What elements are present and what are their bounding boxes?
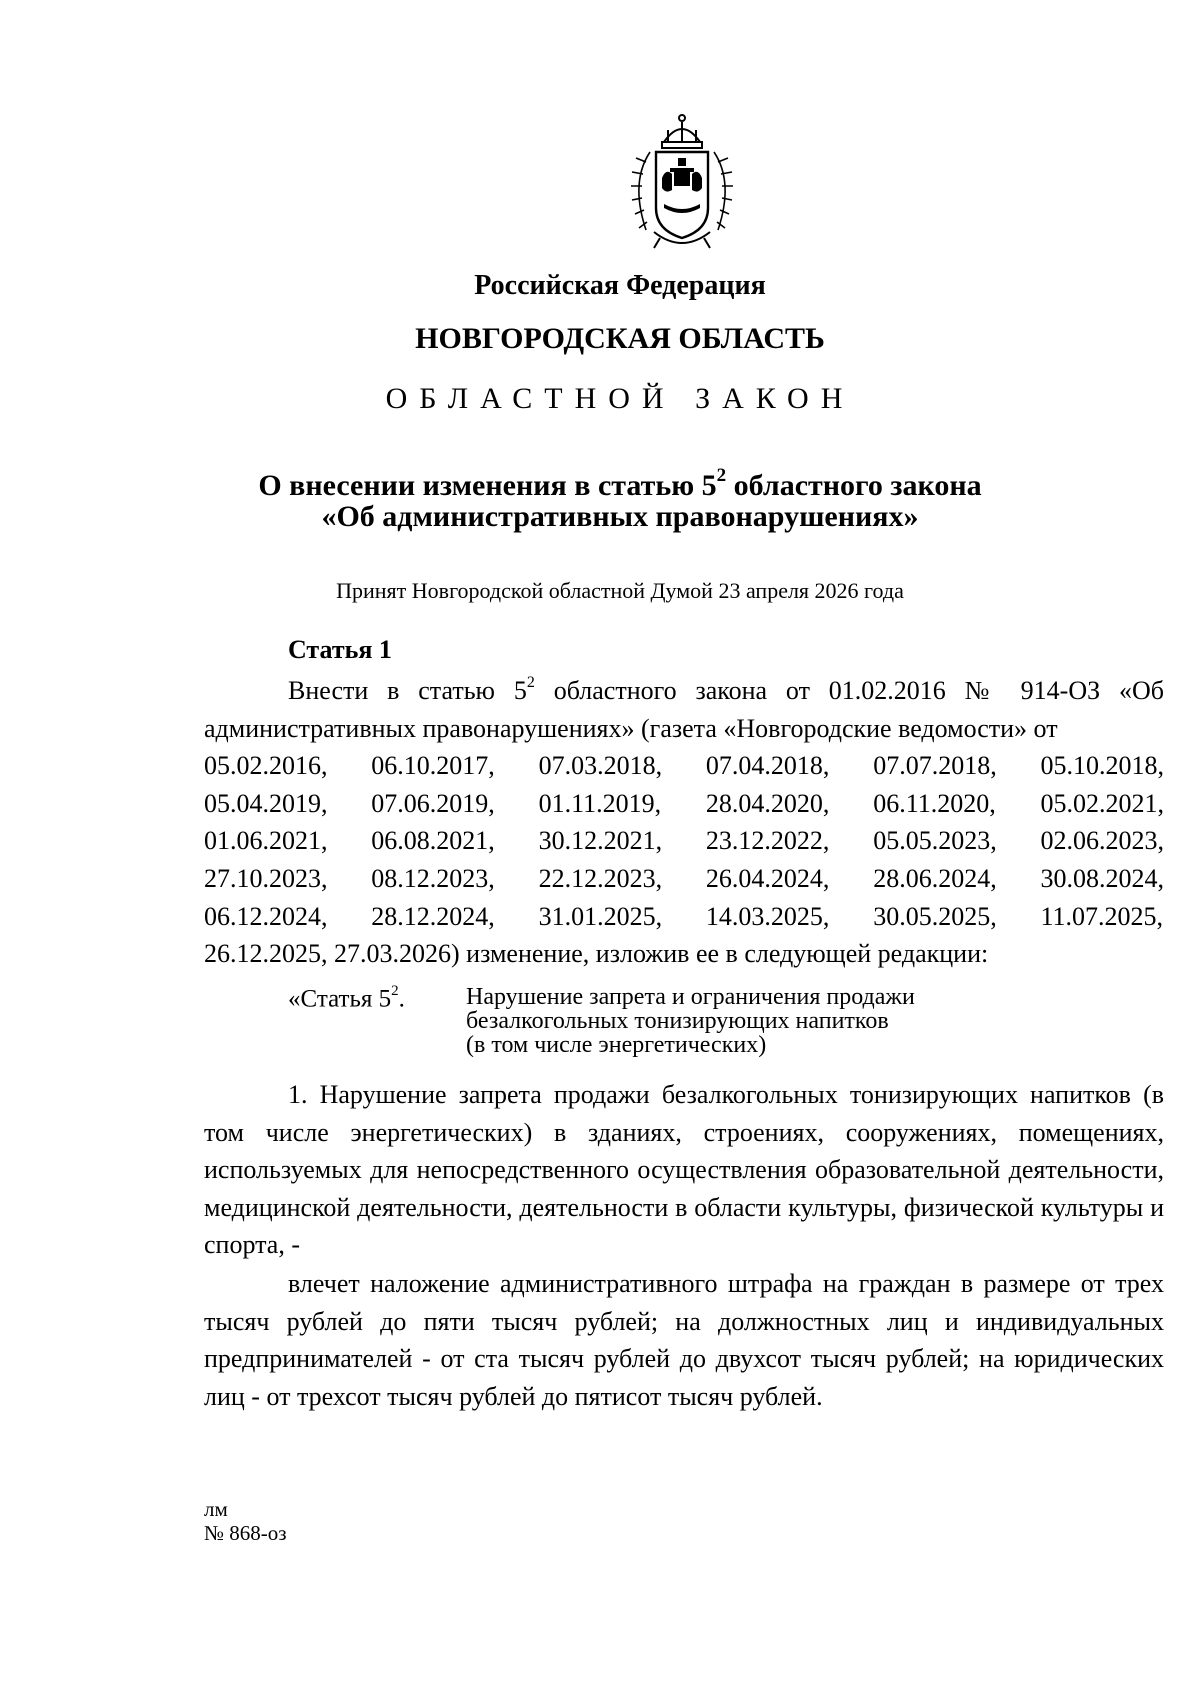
new-article-title-line: безалкогольных тонизирующих напитков [466, 1008, 889, 1034]
amendment-date: 28.06.2024, [873, 863, 997, 893]
amendment-date: 07.04.2018, [705, 751, 830, 781]
label-superscript: 2 [391, 983, 399, 999]
country-name: Российская Федерация [474, 270, 766, 301]
amendment-date: 07.06.2019, [371, 788, 495, 818]
amendment-date: 26.04.2024, [705, 863, 830, 893]
amendment-date: 02.06.2023, [1040, 826, 1164, 856]
amendment-date: 30.12.2021, [538, 826, 663, 856]
amendment-date: 01.11.2019, [538, 788, 662, 818]
amendment-date: 07.03.2018, [538, 751, 663, 781]
amendment-date: 08.12.2023, [371, 863, 495, 893]
amendment-date: 06.12.2024, [204, 901, 328, 931]
article-1-tail: 26.12.2025, 27.03.2026) изменение, изложив ее в следующей редакции: [204, 939, 989, 969]
amendment-date: 30.08.2024, [1040, 863, 1164, 893]
amendment-dates [204, 747, 1164, 935]
amendment-date: 14.03.2025, [705, 901, 830, 931]
intro-text: областного закона от 01.02.2016 № 914-ОЗ «Об административных правонарушениях» (газета «Новгородские ведомости» от [204, 676, 1164, 743]
amendment-date: 06.11.2020, [873, 788, 996, 818]
region-name: НОВГОРОДСКАЯ ОБЛАСТЬ [415, 322, 825, 355]
new-article-paragraph-1: 1. Нарушение запрета продажи безалкогольных тонизирующих напитков (в том числе энергетических) в зданиях, строениях, сооружениях, помещениях, используемых для непосредственного осуществления образовательной деятельности, медицинской деятельности, деятельности в области культуры, физической культуры и спорта, - [204, 1080, 1164, 1260]
amendment-date: 28.12.2024, [371, 901, 495, 931]
amendment-date: 06.10.2017, [371, 751, 495, 781]
label-text: . [398, 985, 405, 1013]
amendment-date: 07.07.2018, [873, 751, 997, 781]
law-number: № 868-оз [204, 1521, 287, 1545]
new-article-paragraph-2: влечет наложение административного штрафа на граждан в размере от трех тысяч рублей до пяти тысяч рублей; на должностных лиц и индивидуальных предпринимателей - от ста тысяч рублей до двухсот тысяч рублей; на юридических лиц - от трехсот тысяч рублей до пятисот тысяч рублей. [204, 1269, 1164, 1411]
article-heading: Статья 1 [288, 635, 392, 664]
intro-superscript: 2 [526, 674, 535, 692]
amendment-date: 31.01.2025, [538, 901, 663, 931]
title-superscript: 2 [716, 465, 727, 486]
label-text: «Статья 5 [288, 985, 392, 1013]
amendment-date: 05.04.2019, [204, 788, 328, 818]
law-title-line-2: «Об административных правонарушениях» [321, 500, 919, 533]
new-article-title-line: (в том числе энергетических) [466, 1032, 767, 1058]
amendment-date: 30.05.2025, [873, 901, 997, 931]
title-text: О внесении изменения в статью 5 [258, 469, 717, 502]
footer-initials: лм [204, 1497, 228, 1521]
new-article-title-line: Нарушение запрета и ограничения продажи [466, 984, 915, 1010]
article-1-text [204, 672, 1164, 973]
amendment-date: 01.06.2021, [204, 826, 328, 856]
new-article-title [466, 985, 1066, 1057]
amendment-date: 27.10.2023, [204, 863, 328, 893]
amendment-date: 11.07.2025, [1040, 901, 1164, 931]
coat-of-arms-icon [616, 112, 748, 254]
amendment-date: 05.10.2018, [1040, 751, 1164, 781]
amendment-date: 05.05.2023, [873, 826, 997, 856]
title-text: областного закона [726, 469, 982, 502]
article-1-intro [204, 672, 1164, 747]
new-article-label [288, 985, 405, 1013]
adoption-note: Принят Новгородской областной Думой 23 апреля 2026 года [336, 578, 904, 603]
amendment-date: 06.08.2021, [371, 826, 495, 856]
amendment-date: 05.02.2021, [1040, 788, 1164, 818]
amendment-date: 28.04.2020, [705, 788, 830, 818]
intro-text: Внести в статью 5 [288, 676, 527, 705]
amendment-date: 05.02.2016, [204, 751, 328, 781]
document-type: ОБЛАСТНОЙ ЗАКОН [385, 382, 855, 415]
amendment-date: 23.12.2022, [705, 826, 830, 856]
amendment-date: 22.12.2023, [538, 863, 663, 893]
